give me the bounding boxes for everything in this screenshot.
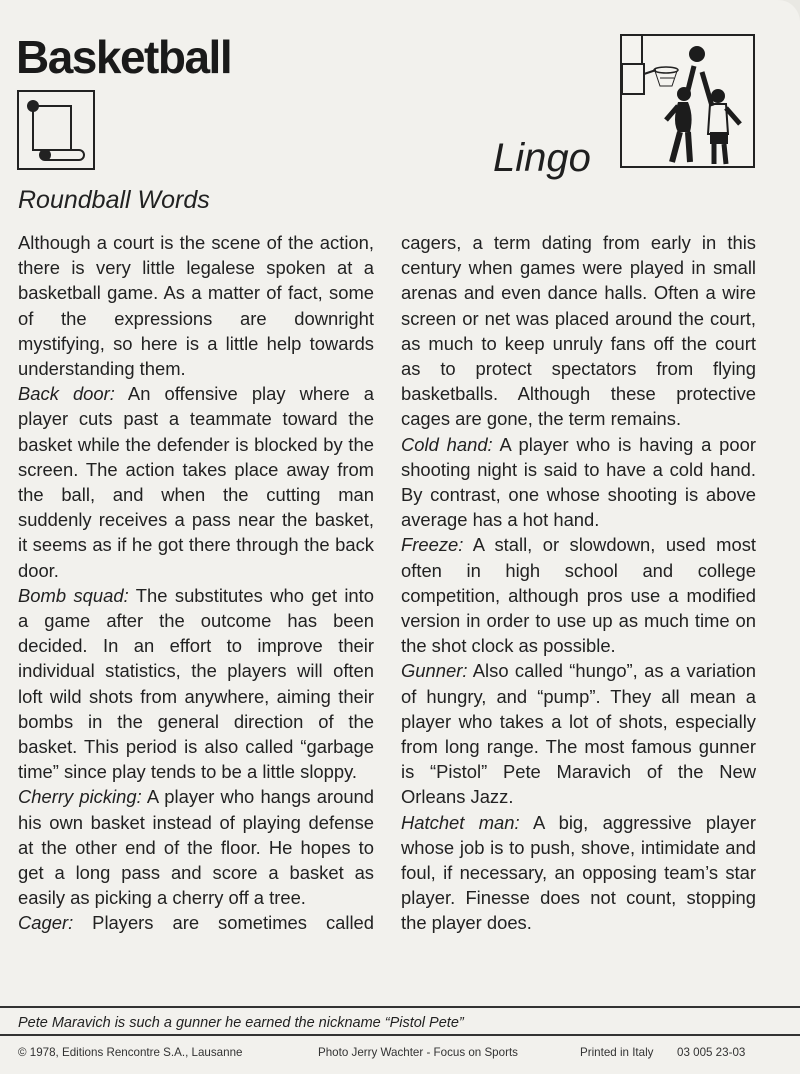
card-title: Basketball (16, 31, 232, 83)
definition: A stall, or slowdown, used most often in high school and college competition, although pros use a modified version in order to use up as much time on the shot clock as possible. (401, 534, 756, 657)
definition: Players are sometimes called (73, 912, 374, 934)
right-column (401, 230, 756, 936)
scroll-icon (17, 90, 95, 170)
term: Freeze: (401, 534, 464, 556)
definition: A player who is having a poor shooting night is said to have a cold hand. By contrast, one whose shooting is above average has a hot hand. (401, 433, 756, 531)
cager-continuation: cagers, a term dating from early in this century when games were played in small arenas and even dance halls. Often a wire screen or net was placed around the court, as much to keep unruly fans off the court as to protect spectators from flying basketballs. Although these protective cages are gone, the term remains. (401, 232, 756, 430)
term: Hatchet man: (401, 811, 520, 833)
definition: The substitutes who get into a game after the outcome has been decided. In an effort to improve their individual statistics, the players will often loft wild shots from anywhere, aiming their bombs in the general direction of the basket. This period is also called “garbage time” since play tends to be a little sloppy. (18, 584, 374, 783)
printed-in: Printed in Italy (580, 1046, 654, 1059)
card-code: 03 005 23-03 (677, 1046, 746, 1059)
term: Bomb squad: (18, 584, 129, 606)
definition: Also called “hungo”, as a variation of hungry, and “pump”. They all mean a player who takes a lot of shots, especially from long range. The most famous gunner is “Pistol” Pete Maravich of the New Orleans Jazz. (401, 660, 756, 808)
definition: An offensive play where a player cuts past a teammate toward the basket while the defender is blocked by the screen. The action takes place away from the ball, and when the cutting man suddenly receives a pass near the basket, it seems as if he got there through the back door. (18, 383, 374, 581)
term: Back door: (18, 383, 115, 405)
term: Cherry picking: (18, 786, 142, 808)
entry-cherry-picking (18, 784, 374, 910)
left-column (18, 230, 374, 936)
definition: A player who hangs around his own basket instead of playing defense at the other end of the floor. He hopes to get a long pass and score a basket as easily as picking a cherry off a tree. (18, 786, 374, 909)
entry-freeze (401, 532, 756, 658)
entry-hatchet-man (401, 810, 756, 936)
definition: A big, aggressive player whose job is to push, shove, intimidate and foul, if necessary, an opposing team’s star player. Finesse does not count, stopping the player does. (401, 811, 757, 934)
basketball-players-icon (620, 34, 755, 168)
photo-credit: Photo Jerry Wachter - Focus on Sports (318, 1046, 518, 1059)
entry-cold-hand (401, 432, 756, 533)
section-label: Lingo (493, 136, 591, 180)
entry-back-door (18, 381, 374, 583)
subtitle: Roundball Words (18, 186, 210, 214)
term: Cager: (18, 912, 74, 934)
entry-gunner (401, 658, 756, 809)
term: Cold hand: (401, 433, 493, 455)
term: Gunner: (401, 660, 468, 682)
intro-paragraph: Although a court is the scene of the action, there is very little legalese spoken at a basketball game. As a matter of fact, some of the expressions are downright mystifying, so here is a little help towards understanding them. (18, 232, 374, 380)
divider-bottom (0, 1034, 800, 1036)
photo-caption: Pete Maravich is such a gunner he earned the nickname “Pistol Pete” (18, 1015, 464, 1031)
entry-cager (18, 910, 374, 935)
copyright: © 1978, Editions Rencontre S.A., Lausanne (18, 1046, 243, 1059)
entry-bomb-squad (18, 583, 374, 785)
divider-top (0, 1006, 800, 1008)
